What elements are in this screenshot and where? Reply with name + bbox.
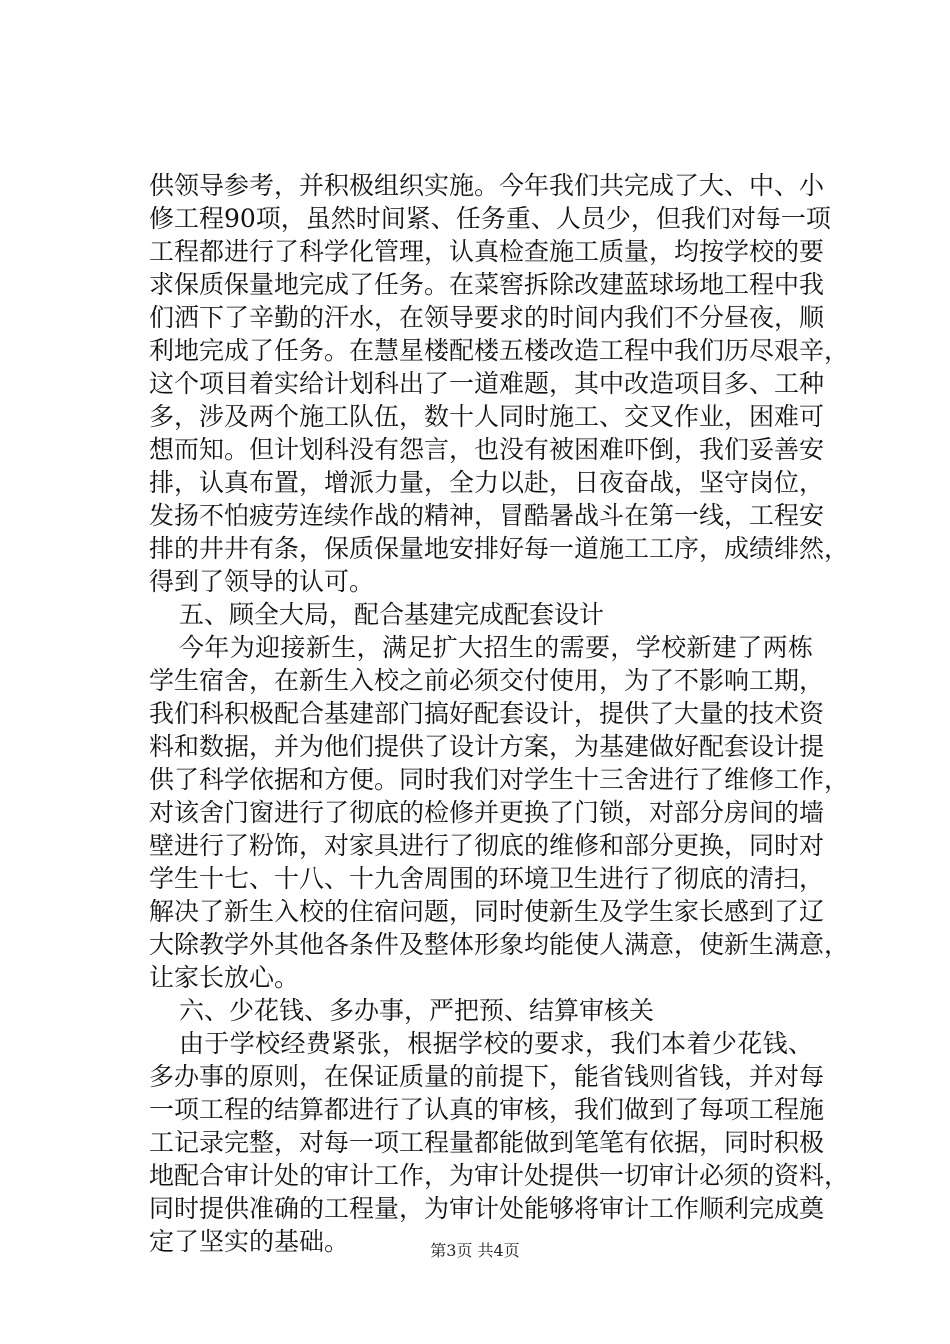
text-line: 让家长放心。 bbox=[149, 963, 300, 992]
text-line: 大除教学外其他各条件及整体形象均能使人满意，使新生满意， bbox=[149, 930, 850, 959]
text-line: 工程都进行了科学化管理，认真检查施工质量，均按学校的要 bbox=[149, 237, 825, 266]
text-line: 工记录完整，对每一项工程量都能做到笔笔有依据，同时积极 bbox=[149, 1128, 825, 1157]
text-line: 发扬不怕疲劳连续作战的精神，冒酷暑战斗在第一线，工程安 bbox=[149, 501, 825, 530]
text-line: 地配合审计处的审计工作，为审计处提供一切审计必须的资料， bbox=[149, 1161, 850, 1190]
text-line: 多办事的原则，在保证质量的前提下，能省钱则省钱，并对每 bbox=[149, 1062, 825, 1091]
text-line: 修工程90项，虽然时间紧、任务重、人员少，但我们对每一项 bbox=[149, 204, 831, 233]
text-line: 一项工程的结算都进行了认真的审核，我们做到了每项工程施 bbox=[149, 1095, 825, 1124]
text-line: 排的井井有条，保质保量地安排好每一道施工工序，成绩绯然， bbox=[149, 534, 850, 563]
text-line: 定了坚实的基础。 bbox=[149, 1227, 350, 1256]
text-line: 供了科学依据和方便。同时我们对学生十三舍进行了维修工作， bbox=[149, 765, 850, 794]
text-line: 得到了领导的认可。 bbox=[149, 567, 375, 596]
page-number-label: 第3页 共4页 bbox=[430, 1241, 520, 1260]
paragraph bbox=[149, 169, 850, 598]
text-line: 今年为迎接新生，满足扩大招生的需要，学校新建了两栋 bbox=[179, 633, 813, 662]
text-line: 对该舍门窗进行了彻底的检修并更换了门锁，对部分房间的墙 bbox=[149, 798, 825, 827]
text-line: 我们科积极配合基建部门搞好配套设计，提供了大量的技术资 bbox=[149, 699, 825, 728]
text-line: 学生十七、十八、十九舍周围的环境卫生进行了彻底的清扫， bbox=[149, 864, 825, 893]
text-line: 壁进行了粉饰，对家具进行了彻底的维修和部分更换，同时对 bbox=[149, 831, 825, 860]
paragraph bbox=[149, 631, 850, 994]
text-line: 排，认真布置，增派力量，全力以赴，日夜奋战，坚守岗位， bbox=[149, 468, 825, 497]
text-line: 们洒下了辛勤的汗水，在领导要求的时间内我们不分昼夜，顺 bbox=[149, 303, 825, 332]
text-line: 供领导参考，并积极组织实施。今年我们共完成了大、中、小 bbox=[149, 171, 825, 200]
text-line: 料和数据，并为他们提供了设计方案，为基建做好配套设计提 bbox=[149, 732, 825, 761]
text-line: 这个项目着实给计划科出了一道难题，其中改造项目多、工种 bbox=[149, 369, 825, 398]
paragraph bbox=[149, 1027, 850, 1258]
heading-text: 六、少花钱、多办事，严把预、结算审核关 bbox=[179, 996, 655, 1025]
page-footer bbox=[0, 1241, 950, 1261]
text-line: 解决了新生入校的住宿问题，同时使新生及学生家长感到了辽 bbox=[149, 897, 825, 926]
text-line: 多，涉及两个施工队伍，数十人同时施工、交叉作业，困难可 bbox=[149, 402, 825, 431]
section-heading bbox=[149, 994, 813, 1027]
text-line: 求保质保量地完成了任务。在菜窖拆除改建蓝球场地工程中我 bbox=[149, 270, 825, 299]
text-line: 学生宿舍，在新生入校之前必须交付使用，为了不影响工期， bbox=[149, 666, 825, 695]
text-line: 想而知。但计划科没有怨言，也没有被困难吓倒，我们妥善安 bbox=[149, 435, 825, 464]
text-line: 利地完成了任务。在慧星楼配楼五楼改造工程中我们历尽艰辛， bbox=[149, 336, 850, 365]
heading-text: 五、顾全大局，配合基建完成配套设计 bbox=[179, 600, 605, 629]
text-line: 同时提供准确的工程量，为审计处能够将审计工作顺利完成奠 bbox=[149, 1194, 825, 1223]
document-body bbox=[149, 169, 850, 1258]
text-line: 由于学校经费紧张，根据学校的要求，我们本着少花钱、 bbox=[179, 1029, 813, 1058]
section-heading bbox=[149, 598, 813, 631]
